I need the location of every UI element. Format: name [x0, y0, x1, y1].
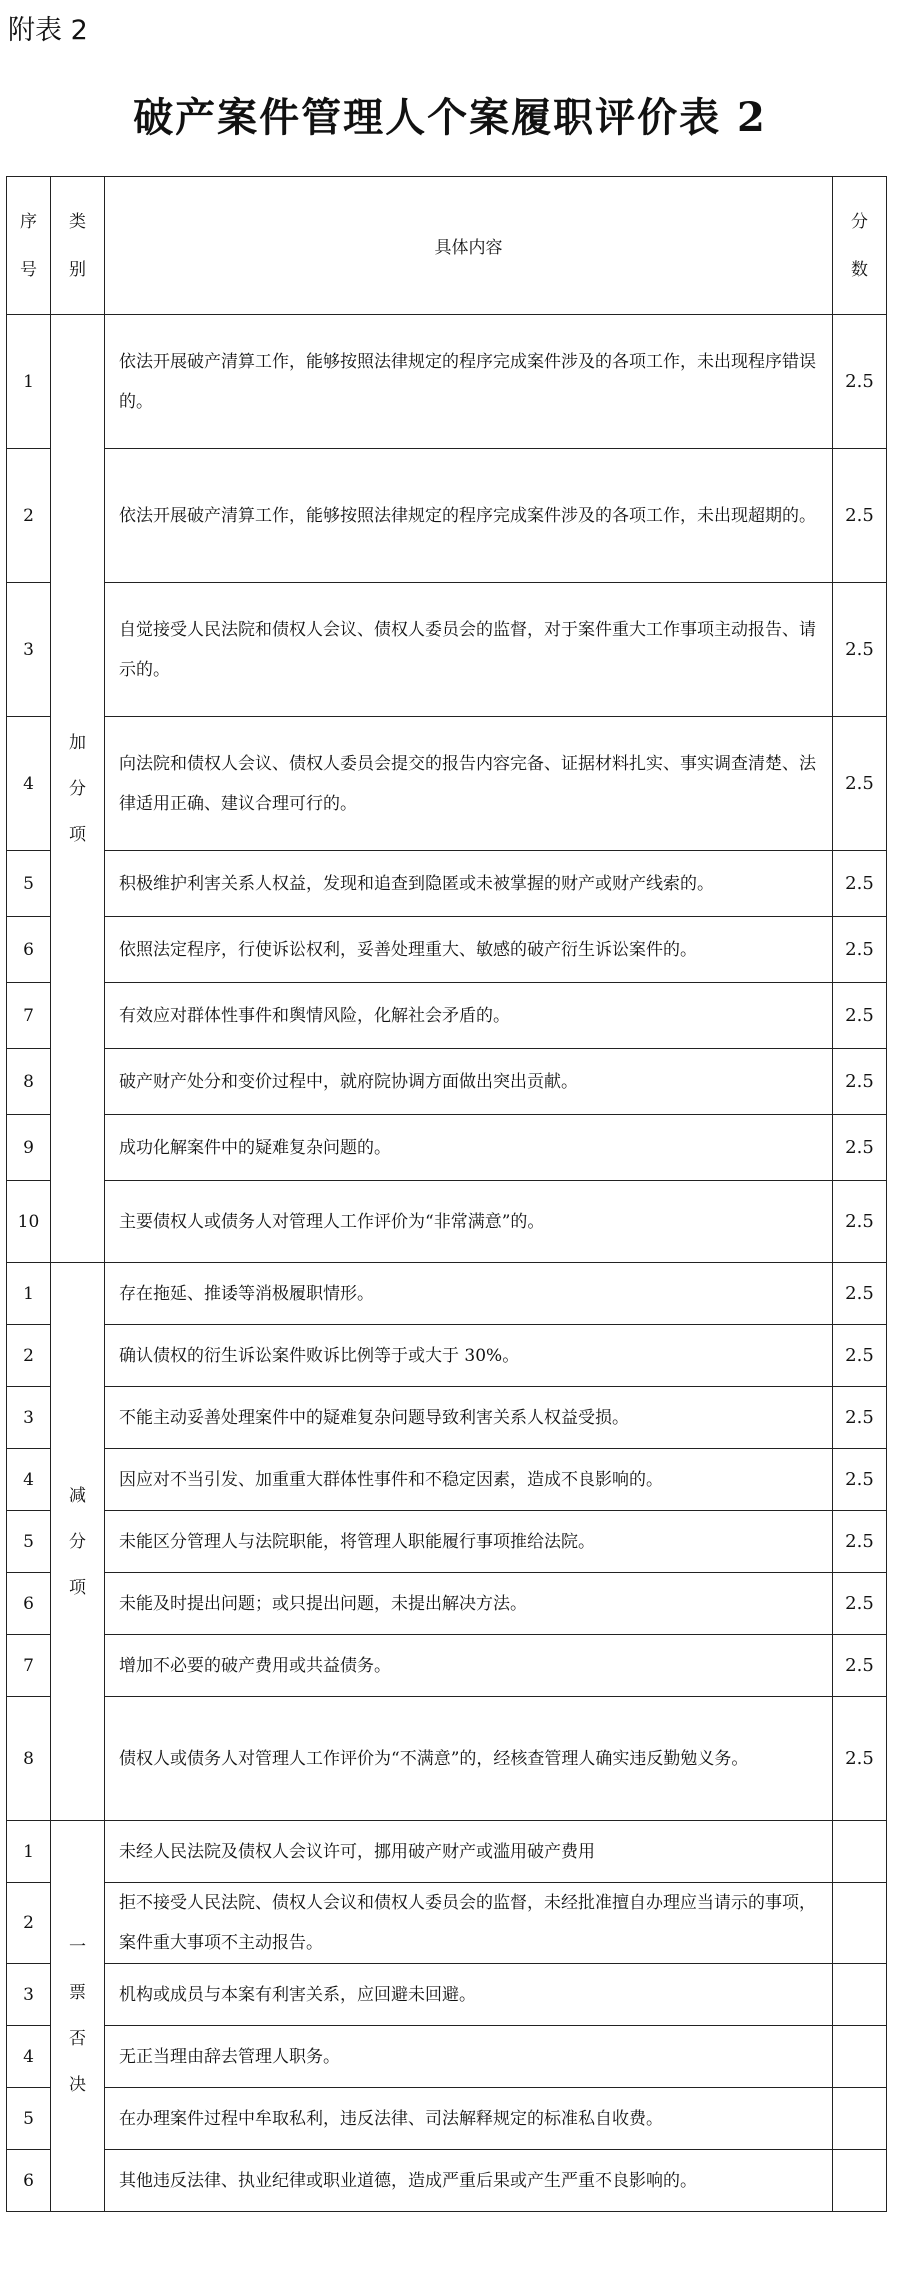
header-content: 具体内容: [105, 177, 833, 315]
table-row: [7, 983, 887, 1049]
table-row: [7, 1511, 887, 1573]
section-bonus-category: [51, 315, 105, 1263]
row-number: 2: [7, 449, 51, 583]
row-content: 自觉接受人民法院和债权人会议、债权人委员会的监督，对于案件重大工作事项主动报告、请示的。: [105, 583, 833, 717]
row-content: 积极维护利害关系人权益，发现和追查到隐匿或未被掌握的财产或财产线索的。: [105, 851, 833, 917]
table-row: [7, 449, 887, 583]
table-row: [7, 2150, 887, 2212]
category-label: [68, 720, 88, 858]
category-char: 减: [69, 1485, 86, 1506]
row-score: 2.5: [833, 983, 887, 1049]
row-number: 2: [7, 1883, 51, 1964]
row-content: 依照法定程序，行使诉讼权利，妥善处理重大、敏感的破产衍生诉讼案件的。: [105, 917, 833, 983]
row-number: 5: [7, 2088, 51, 2150]
table-row: [7, 1449, 887, 1511]
table-row: [7, 2088, 887, 2150]
table-row: [7, 1049, 887, 1115]
section-veto-category: [51, 1821, 105, 2212]
row-content: 未经人民法院及债权人会议许可，挪用破产财产或滥用破产费用: [105, 1821, 833, 1883]
row-score: 2.5: [833, 583, 887, 717]
row-number: 4: [7, 1449, 51, 1511]
row-number: 1: [7, 1821, 51, 1883]
category-char: 票: [69, 1983, 86, 2003]
row-score: 2.5: [833, 1573, 887, 1635]
row-content: 不能主动妥善处理案件中的疑难复杂问题导致利害关系人权益受损。: [105, 1387, 833, 1449]
row-score: 2.5: [833, 1263, 887, 1325]
row-number: 3: [7, 583, 51, 717]
row-content: 依法开展破产清算工作，能够按照法律规定的程序完成案件涉及的各项工作，未出现超期的。: [105, 449, 833, 583]
row-content: 有效应对群体性事件和舆情风险，化解社会矛盾的。: [105, 983, 833, 1049]
row-number: 1: [7, 1263, 51, 1325]
row-number: 3: [7, 1964, 51, 2026]
row-score: 2.5: [833, 1511, 887, 1573]
row-score: 2.5: [833, 449, 887, 583]
category-char: 项: [69, 824, 86, 845]
table-row: [7, 1964, 887, 2026]
row-content: 未能及时提出问题；或只提出问题，未提出解决方法。: [105, 1573, 833, 1635]
category-char: 项: [69, 1577, 86, 1598]
row-number: 2: [7, 1325, 51, 1387]
category-char: 分: [69, 1531, 86, 1552]
row-content: 破产财产处分和变价过程中，就府院协调方面做出突出贡献。: [105, 1049, 833, 1115]
row-score: 2.5: [833, 1387, 887, 1449]
row-score: 2.5: [833, 1181, 887, 1263]
row-number: 6: [7, 917, 51, 983]
row-content: 债权人或债务人对管理人工作评价为“不满意”的，经核查管理人确实违反勤勉义务。: [105, 1697, 833, 1821]
row-score: [833, 1821, 887, 1883]
table-row: [7, 717, 887, 851]
row-number: 6: [7, 2150, 51, 2212]
table-row: [7, 1263, 887, 1325]
row-content: 向法院和债权人会议、债权人委员会提交的报告内容完备、证据材料扎实、事实调查清楚、法律适用正确、建议合理可行的。: [105, 717, 833, 851]
row-score: [833, 2150, 887, 2212]
header-seq-char: 号: [20, 259, 37, 280]
table-row: [7, 1573, 887, 1635]
table-row: [7, 1697, 887, 1821]
row-content: 确认债权的衍生诉讼案件败诉比例等于或大于 30%。: [105, 1325, 833, 1387]
row-content: 因应对不当引发、加重重大群体性事件和不稳定因素，造成不良影响的。: [105, 1449, 833, 1511]
row-content: 存在拖延、推诿等消极履职情形。: [105, 1263, 833, 1325]
row-score: 2.5: [833, 717, 887, 851]
row-number: 4: [7, 2026, 51, 2088]
row-score: [833, 1883, 887, 1964]
row-content: 无正当理由辞去管理人职务。: [105, 2026, 833, 2088]
category-char: 决: [69, 2075, 86, 2095]
section-deduction-category: [51, 1263, 105, 1821]
row-score: 2.5: [833, 1635, 887, 1697]
row-content: 未能区分管理人与法院职能，将管理人职能履行事项推给法院。: [105, 1511, 833, 1573]
category-char: 分: [69, 778, 86, 799]
row-content: 成功化解案件中的疑难复杂问题的。: [105, 1115, 833, 1181]
row-score: [833, 2026, 887, 2088]
row-score: 2.5: [833, 1049, 887, 1115]
header-score: [833, 177, 887, 315]
row-content: 机构或成员与本案有利害关系，应回避未回避。: [105, 1964, 833, 2026]
header-score-char: 分: [851, 211, 868, 232]
table-row: [7, 1387, 887, 1449]
row-score: [833, 2088, 887, 2150]
row-number: 6: [7, 1573, 51, 1635]
table-row: [7, 1883, 887, 1964]
annex-label: 附表 2: [8, 15, 88, 46]
row-content: 在办理案件过程中牟取私利，违反法律、司法解释规定的标准私自收费。: [105, 2088, 833, 2150]
row-number: 9: [7, 1115, 51, 1181]
row-content: 增加不必要的破产费用或共益债务。: [105, 1635, 833, 1697]
row-score: 2.5: [833, 1449, 887, 1511]
table-row: [7, 917, 887, 983]
table-row: [7, 1325, 887, 1387]
row-content: 拒不接受人民法院、债权人会议和债权人委员会的监督，未经批准擅自办理应当请示的事项，案件重大事项不主动报告。: [105, 1883, 833, 1964]
category-char: 否: [69, 2029, 86, 2049]
table-row: [7, 583, 887, 717]
header-seq: [7, 177, 51, 315]
header-category: [51, 177, 105, 315]
row-score: [833, 1964, 887, 2026]
row-number: 3: [7, 1387, 51, 1449]
table-row: [7, 1115, 887, 1181]
evaluation-table: [6, 176, 887, 2212]
row-score: 2.5: [833, 1697, 887, 1821]
row-number: 10: [7, 1181, 51, 1263]
category-label: [68, 1473, 88, 1611]
table-row: [7, 851, 887, 917]
header-seq-char: 序: [20, 211, 37, 232]
row-content: 主要债权人或债务人对管理人工作评价为“非常满意”的。: [105, 1181, 833, 1263]
table-row: [7, 2026, 887, 2088]
page-title: 破产案件管理人个案履职评价表 2: [133, 94, 767, 141]
table-header-row: [7, 177, 887, 315]
row-number: 8: [7, 1049, 51, 1115]
row-number: 5: [7, 1511, 51, 1573]
table-row: [7, 1635, 887, 1697]
header-category-char: 类: [69, 211, 86, 232]
row-content: 依法开展破产清算工作，能够按照法律规定的程序完成案件涉及的各项工作，未出现程序错误的。: [105, 315, 833, 449]
row-content: 其他违反法律、执业纪律或职业道德，造成严重后果或产生严重不良影响的。: [105, 2150, 833, 2212]
row-score: 2.5: [833, 917, 887, 983]
table-row: [7, 1821, 887, 1883]
row-number: 5: [7, 851, 51, 917]
row-score: 2.5: [833, 1115, 887, 1181]
row-score: 2.5: [833, 851, 887, 917]
row-score: 2.5: [833, 315, 887, 449]
row-score: 2.5: [833, 1325, 887, 1387]
table-row: [7, 315, 887, 449]
category-char: 加: [69, 732, 86, 753]
category-label: [68, 1924, 88, 2108]
header-score-char: 数: [851, 259, 868, 280]
header-category-char: 别: [69, 259, 86, 280]
row-number: 1: [7, 315, 51, 449]
row-number: 8: [7, 1697, 51, 1821]
category-char: 一: [69, 1937, 86, 1957]
table-row: [7, 1181, 887, 1263]
row-number: 7: [7, 1635, 51, 1697]
row-number: 4: [7, 717, 51, 851]
row-number: 7: [7, 983, 51, 1049]
